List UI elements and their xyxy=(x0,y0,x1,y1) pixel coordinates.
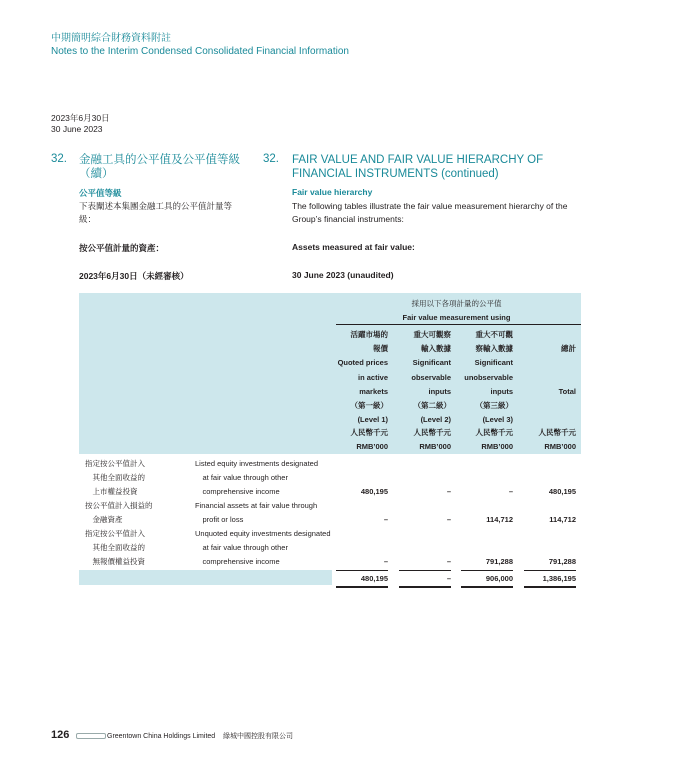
row1-total-value: 480,195 xyxy=(548,487,576,496)
footer-company-cn: 綠城中國控股有限公司 xyxy=(222,733,293,740)
unit-en: RMB’000 xyxy=(481,442,513,451)
total-rule-bottom xyxy=(336,586,388,588)
row2-en-line: profit or loss xyxy=(195,515,244,524)
unit-cn: 人民幣千元 xyxy=(538,428,576,437)
col1-line: Quoted prices xyxy=(337,358,388,368)
total-total-value: 1,386,195 xyxy=(542,574,576,583)
col3-line: (Level 3) xyxy=(482,415,513,425)
page-number: 126 xyxy=(51,729,70,741)
unit-en: RMB’000 xyxy=(419,442,451,451)
unit-cn: 人民幣千元 xyxy=(475,428,513,437)
subheading-en: Fair value hierarchy xyxy=(292,187,373,197)
col3-line: 重大不可觀 xyxy=(475,330,513,339)
row1-cn-line: 指定按公平值計入 xyxy=(85,459,145,468)
row3-level1-value: – xyxy=(383,557,388,566)
col3-line: （第三級） xyxy=(475,401,513,411)
row2-cn-line: 按公平值計入損益的 xyxy=(85,501,153,510)
unit-en: RMB’000 xyxy=(356,442,388,451)
running-header xyxy=(51,32,349,58)
unit-level1 xyxy=(332,426,388,454)
intro-en-line1: The following tables illustrate the fair value measurement hierarchy of the xyxy=(292,201,568,211)
row3-label-en xyxy=(195,527,331,569)
row3-cn-line: 其他全面收益的 xyxy=(85,543,145,552)
unit-cn: 人民幣千元 xyxy=(413,428,451,437)
table-total-label-band xyxy=(79,570,332,585)
row3-total-value: 791,288 xyxy=(548,557,576,566)
col4-line: Total xyxy=(558,386,576,396)
row1-level1-value: 480,195 xyxy=(360,487,388,496)
total-level3-value: 906,000 xyxy=(485,574,513,583)
assets-heading-cn: 按公平值計量的資產： xyxy=(79,243,165,253)
col2-line: 輸入數據 xyxy=(421,344,451,354)
total-rule-top xyxy=(524,570,576,571)
period-heading-cn: 2023年6月30日（未經審核） xyxy=(79,271,189,281)
row1-level3-value: – xyxy=(508,487,513,496)
total-level1-value: 480,195 xyxy=(360,574,388,583)
report-date xyxy=(51,113,110,135)
unit-level3 xyxy=(458,426,513,454)
header-title-en: Notes to the Interim Condensed Consolidated Financial Information xyxy=(51,46,349,57)
total-rule-top xyxy=(336,570,388,571)
col3-line: inputs xyxy=(490,386,513,396)
col2-line: （第二級） xyxy=(413,401,451,411)
col2-line: inputs xyxy=(428,386,451,396)
col2-line: 重大可觀察 xyxy=(413,330,451,339)
row3-en-line: Unquoted equity investments designated xyxy=(195,529,331,538)
row2-level2-value: – xyxy=(446,515,451,524)
row2-label-cn xyxy=(85,499,153,527)
row3-label-cn xyxy=(85,527,145,569)
row3-en-line: comprehensive income xyxy=(195,557,280,566)
intro-en-line2: Group’s financial instruments: xyxy=(292,214,404,224)
subheading-cn: 公平值等級 xyxy=(79,188,122,198)
total-level2-value: – xyxy=(446,574,451,583)
row2-label-en xyxy=(195,499,317,527)
total-rule-bottom xyxy=(399,586,451,588)
row1-en-line: Listed equity investments designated xyxy=(195,459,318,468)
row2-total-value: 114,712 xyxy=(549,515,576,524)
row3-cn-line: 無報價權益投資 xyxy=(85,557,145,566)
intro-paragraph-en xyxy=(292,200,567,226)
unit-en: RMB’000 xyxy=(544,442,576,451)
col2-line: observable xyxy=(411,372,451,382)
col4-line: 總計 xyxy=(561,344,576,354)
section-title-cn-line1: 金融工具的公平值及公平值等級 xyxy=(79,154,240,166)
total-rule-bottom xyxy=(461,586,513,588)
footer-company-en: Greentown China Holdings Limited xyxy=(107,733,216,740)
intro-cn-line1: 下表闡述本集團金融工具的公平值計量等 xyxy=(79,201,233,211)
assets-heading-en: Assets measured at fair value: xyxy=(292,242,415,252)
col4-line xyxy=(520,371,576,385)
col1-line: 活躍市場的 xyxy=(350,330,388,339)
row1-label-cn xyxy=(85,457,145,499)
footer-company xyxy=(107,731,293,741)
header-title-cn: 中期簡明綜合財務資料附註 xyxy=(51,33,171,44)
section-title-cn xyxy=(79,153,240,181)
col4-line xyxy=(520,328,576,342)
row2-level3-value: 114,712 xyxy=(486,515,513,524)
table-value-area xyxy=(332,454,581,570)
col1-line: （第一級） xyxy=(350,401,388,411)
total-rule-top xyxy=(461,570,513,571)
unit-cn: 人民幣千元 xyxy=(350,428,388,437)
footer-bar-icon xyxy=(76,733,106,739)
col3-line: unobservable xyxy=(464,372,513,382)
col4-line xyxy=(520,356,576,370)
col1-line: (Level 1) xyxy=(357,415,388,425)
row3-en-line: at fair value through other xyxy=(195,543,288,552)
row1-cn-line: 其他全面收益的 xyxy=(85,473,145,482)
row1-cn-line: 上市權益投資 xyxy=(85,487,138,496)
row2-en-line: Financial assets at fair value through xyxy=(195,501,318,510)
row1-label-en xyxy=(195,457,318,499)
col2-line: Significant xyxy=(412,358,451,368)
col1-line: markets xyxy=(359,386,388,396)
row3-level3-value: 791,288 xyxy=(485,557,513,566)
total-rule-bottom xyxy=(524,586,576,588)
intro-paragraph-cn xyxy=(79,200,232,226)
section-number-en: 32. xyxy=(263,153,279,165)
column-header-level1 xyxy=(332,328,388,427)
row1-en-line: comprehensive income xyxy=(195,487,280,496)
period-heading-en: 30 June 2023 (unaudited) xyxy=(292,270,394,280)
row1-level2-value: – xyxy=(446,487,451,496)
section-number-cn: 32. xyxy=(51,153,67,165)
row3-cn-line: 指定按公平值計入 xyxy=(85,529,145,538)
unit-total xyxy=(520,426,576,454)
row3-level2-value: – xyxy=(446,557,451,566)
column-header-total xyxy=(520,328,576,399)
section-title-en xyxy=(292,153,543,181)
col1-line: 報價 xyxy=(373,344,388,354)
row2-cn-line: 金融資產 xyxy=(85,515,123,524)
group-header xyxy=(332,297,581,325)
col3-line: Significant xyxy=(474,358,513,368)
report-date-cn: 2023年6月30日 xyxy=(51,113,110,123)
group-header-rule xyxy=(336,324,581,325)
section-title-en-line1: FAIR VALUE AND FAIR VALUE HIERARCHY OF xyxy=(292,154,544,166)
group-header-en: Fair value measurement using xyxy=(402,313,511,322)
row1-en-line: at fair value through other xyxy=(195,473,288,482)
section-title-cn-line2: （續） xyxy=(79,168,114,180)
col3-line: 察輸入數據 xyxy=(475,344,513,354)
section-title-en-line2: FINANCIAL INSTRUMENTS (continued) xyxy=(292,168,499,180)
col1-line: in active xyxy=(357,372,388,382)
col2-line: (Level 2) xyxy=(420,415,451,425)
column-header-level3 xyxy=(458,328,513,427)
report-date-en: 30 June 2023 xyxy=(51,124,103,134)
column-header-level2 xyxy=(398,328,451,427)
unit-level2 xyxy=(398,426,451,454)
row2-level1-value: – xyxy=(383,515,388,524)
group-header-cn: 採用以下各項計量的公平值 xyxy=(411,299,502,308)
total-rule-top xyxy=(399,570,451,571)
intro-cn-line2: 級： xyxy=(79,214,97,224)
